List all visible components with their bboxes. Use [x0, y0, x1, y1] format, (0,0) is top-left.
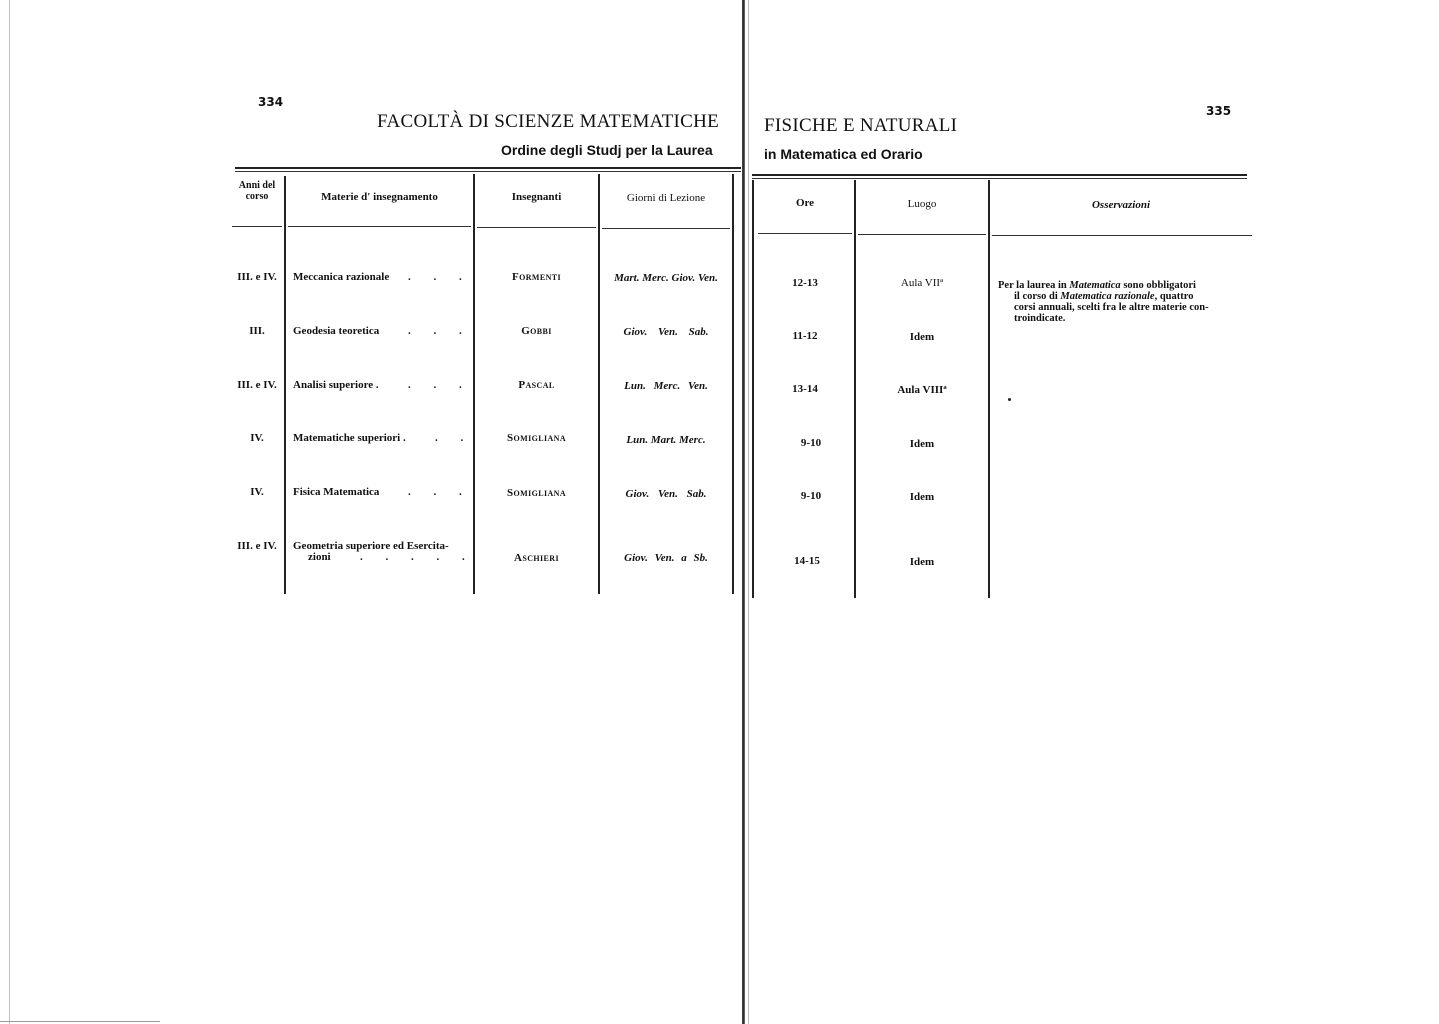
header-materie: Materie d' insegnamento	[321, 191, 438, 203]
header-ore: Ore	[795, 197, 815, 209]
header-anni: Anni del corso	[238, 180, 276, 202]
hdr-underline-giorni	[602, 228, 730, 229]
header-luogo: Luogo	[907, 198, 937, 210]
right-page-subtitle: in Matematica ed Orario	[764, 146, 923, 162]
right-header-rule	[752, 174, 1247, 176]
row5-materia: Fisica Matematica	[293, 486, 380, 498]
row6-giorni: Giov. Ven. a Sb.	[624, 552, 708, 564]
note-line2-pre: il corso di	[1014, 291, 1061, 302]
col-divider-4	[732, 174, 734, 594]
col-divider-1	[284, 176, 286, 594]
book-gutter-shadow	[748, 0, 749, 1024]
book-gutter	[742, 0, 745, 1024]
left-header-rule-2	[235, 171, 741, 172]
row6-materia-cont: zioni	[308, 551, 331, 563]
left-page-number: 334	[258, 95, 284, 109]
row2-anni: III.	[249, 325, 265, 337]
row4-giorni: Lun. Mart. Merc.	[626, 434, 706, 446]
note-line-3: corsi annuali, scelti fra le altre materie con-	[1014, 302, 1209, 313]
row2-giorni: Giov. Ven. Sab.	[623, 326, 709, 338]
right-page-number: 335	[1206, 104, 1232, 118]
row4-leader-dots: . .	[435, 432, 474, 444]
row3-ore: 13-14	[792, 383, 818, 395]
row5-ore: 9-10	[800, 490, 822, 502]
hdr-underline-insegnanti	[477, 227, 596, 228]
row3-giorni: Lun. Merc. Ven.	[624, 380, 708, 392]
header-osservazioni: Osservazioni	[1091, 199, 1151, 211]
row5-giorni: Giov. Ven. Sab.	[625, 488, 707, 500]
row5-insegnante: Somigliana	[506, 487, 566, 499]
header-giorni: Giorni di Lezione	[626, 192, 706, 204]
hdr-underline-anni	[232, 226, 282, 227]
left-page-subtitle: Ordine degli Studj per la Laurea	[501, 142, 713, 158]
note-line2-italic: Matematica razionale	[1060, 291, 1155, 302]
note-line2-post: , quattro	[1154, 291, 1194, 302]
hdr-underline-osservazioni	[992, 235, 1252, 236]
row3-insegnante: Pascal	[518, 379, 555, 391]
row2-ore: 11-12	[792, 330, 818, 342]
row3-luogo: Aula VIIIª	[897, 384, 947, 396]
col-divider-5	[752, 180, 754, 598]
row6-luogo: Idem	[909, 556, 935, 568]
row2-luogo: Idem	[909, 331, 935, 343]
col-divider-2	[473, 174, 475, 594]
row1-materia: Meccanica razionale	[293, 271, 390, 283]
row4-ore: 9-10	[800, 437, 822, 449]
row4-insegnante: Somigliana	[506, 432, 566, 444]
left-page-title: FACOLTÀ DI SCIENZE MATEMATICHE	[377, 111, 720, 132]
note-line-1	[998, 280, 1243, 291]
row1-anni: III. e IV.	[237, 271, 277, 283]
row2-materia: Geodesia teoretica	[293, 325, 380, 337]
note-line1-post: sono obbligatori	[1120, 280, 1196, 291]
header-insegnanti: Insegnanti	[511, 191, 562, 203]
left-header-rule	[235, 167, 741, 169]
row3-materia: Analisi superiore .	[293, 379, 379, 391]
row5-luogo: Idem	[909, 491, 935, 503]
row1-luogo: Aula VIIª	[900, 277, 944, 289]
right-page-title: FISICHE E NATURALI	[764, 115, 958, 136]
row6-anni: III. e IV.	[237, 540, 277, 552]
row6-insegnante: Aschieri	[514, 552, 559, 564]
row5-anni: IV.	[250, 486, 264, 498]
col-divider-7	[988, 180, 990, 598]
note-line1-italic: Matematica	[1069, 280, 1121, 291]
row3-leader-dots: . . .	[408, 379, 472, 391]
note-line1-pre: Per la laurea in	[998, 280, 1070, 291]
scan-edge-left	[9, 0, 10, 1024]
row4-anni: IV.	[250, 432, 264, 444]
stray-dot	[1008, 398, 1011, 401]
row4-luogo: Idem	[909, 438, 935, 450]
note-line-4: troindicate.	[1014, 313, 1066, 324]
row6-ore: 14-15	[794, 555, 820, 567]
note-line-2	[998, 291, 1243, 302]
hdr-underline-ore	[758, 233, 852, 234]
row1-leader-dots: . . .	[408, 271, 472, 283]
row1-insegnante: Formenti	[511, 271, 562, 283]
row2-insegnante: Gobbi	[521, 325, 552, 337]
osservazioni-note	[998, 280, 1243, 324]
row1-giorni: Mart. Merc. Giov. Ven.	[614, 272, 718, 284]
hdr-underline-luogo	[858, 234, 986, 235]
row6-materia: Geometria superiore ed Esercita-	[293, 540, 449, 552]
row4-materia: Matematiche superiori .	[293, 432, 406, 444]
scan-edge-bottom	[0, 1021, 160, 1022]
right-header-rule-2	[752, 178, 1247, 179]
row2-leader-dots: . . .	[408, 325, 472, 337]
row1-ore: 12-13	[792, 277, 818, 289]
row3-anni: III. e IV.	[237, 379, 277, 391]
row6-leader-dots: . . . . .	[360, 551, 475, 563]
hdr-underline-materie	[288, 226, 471, 227]
row5-leader-dots: . . .	[408, 486, 472, 498]
